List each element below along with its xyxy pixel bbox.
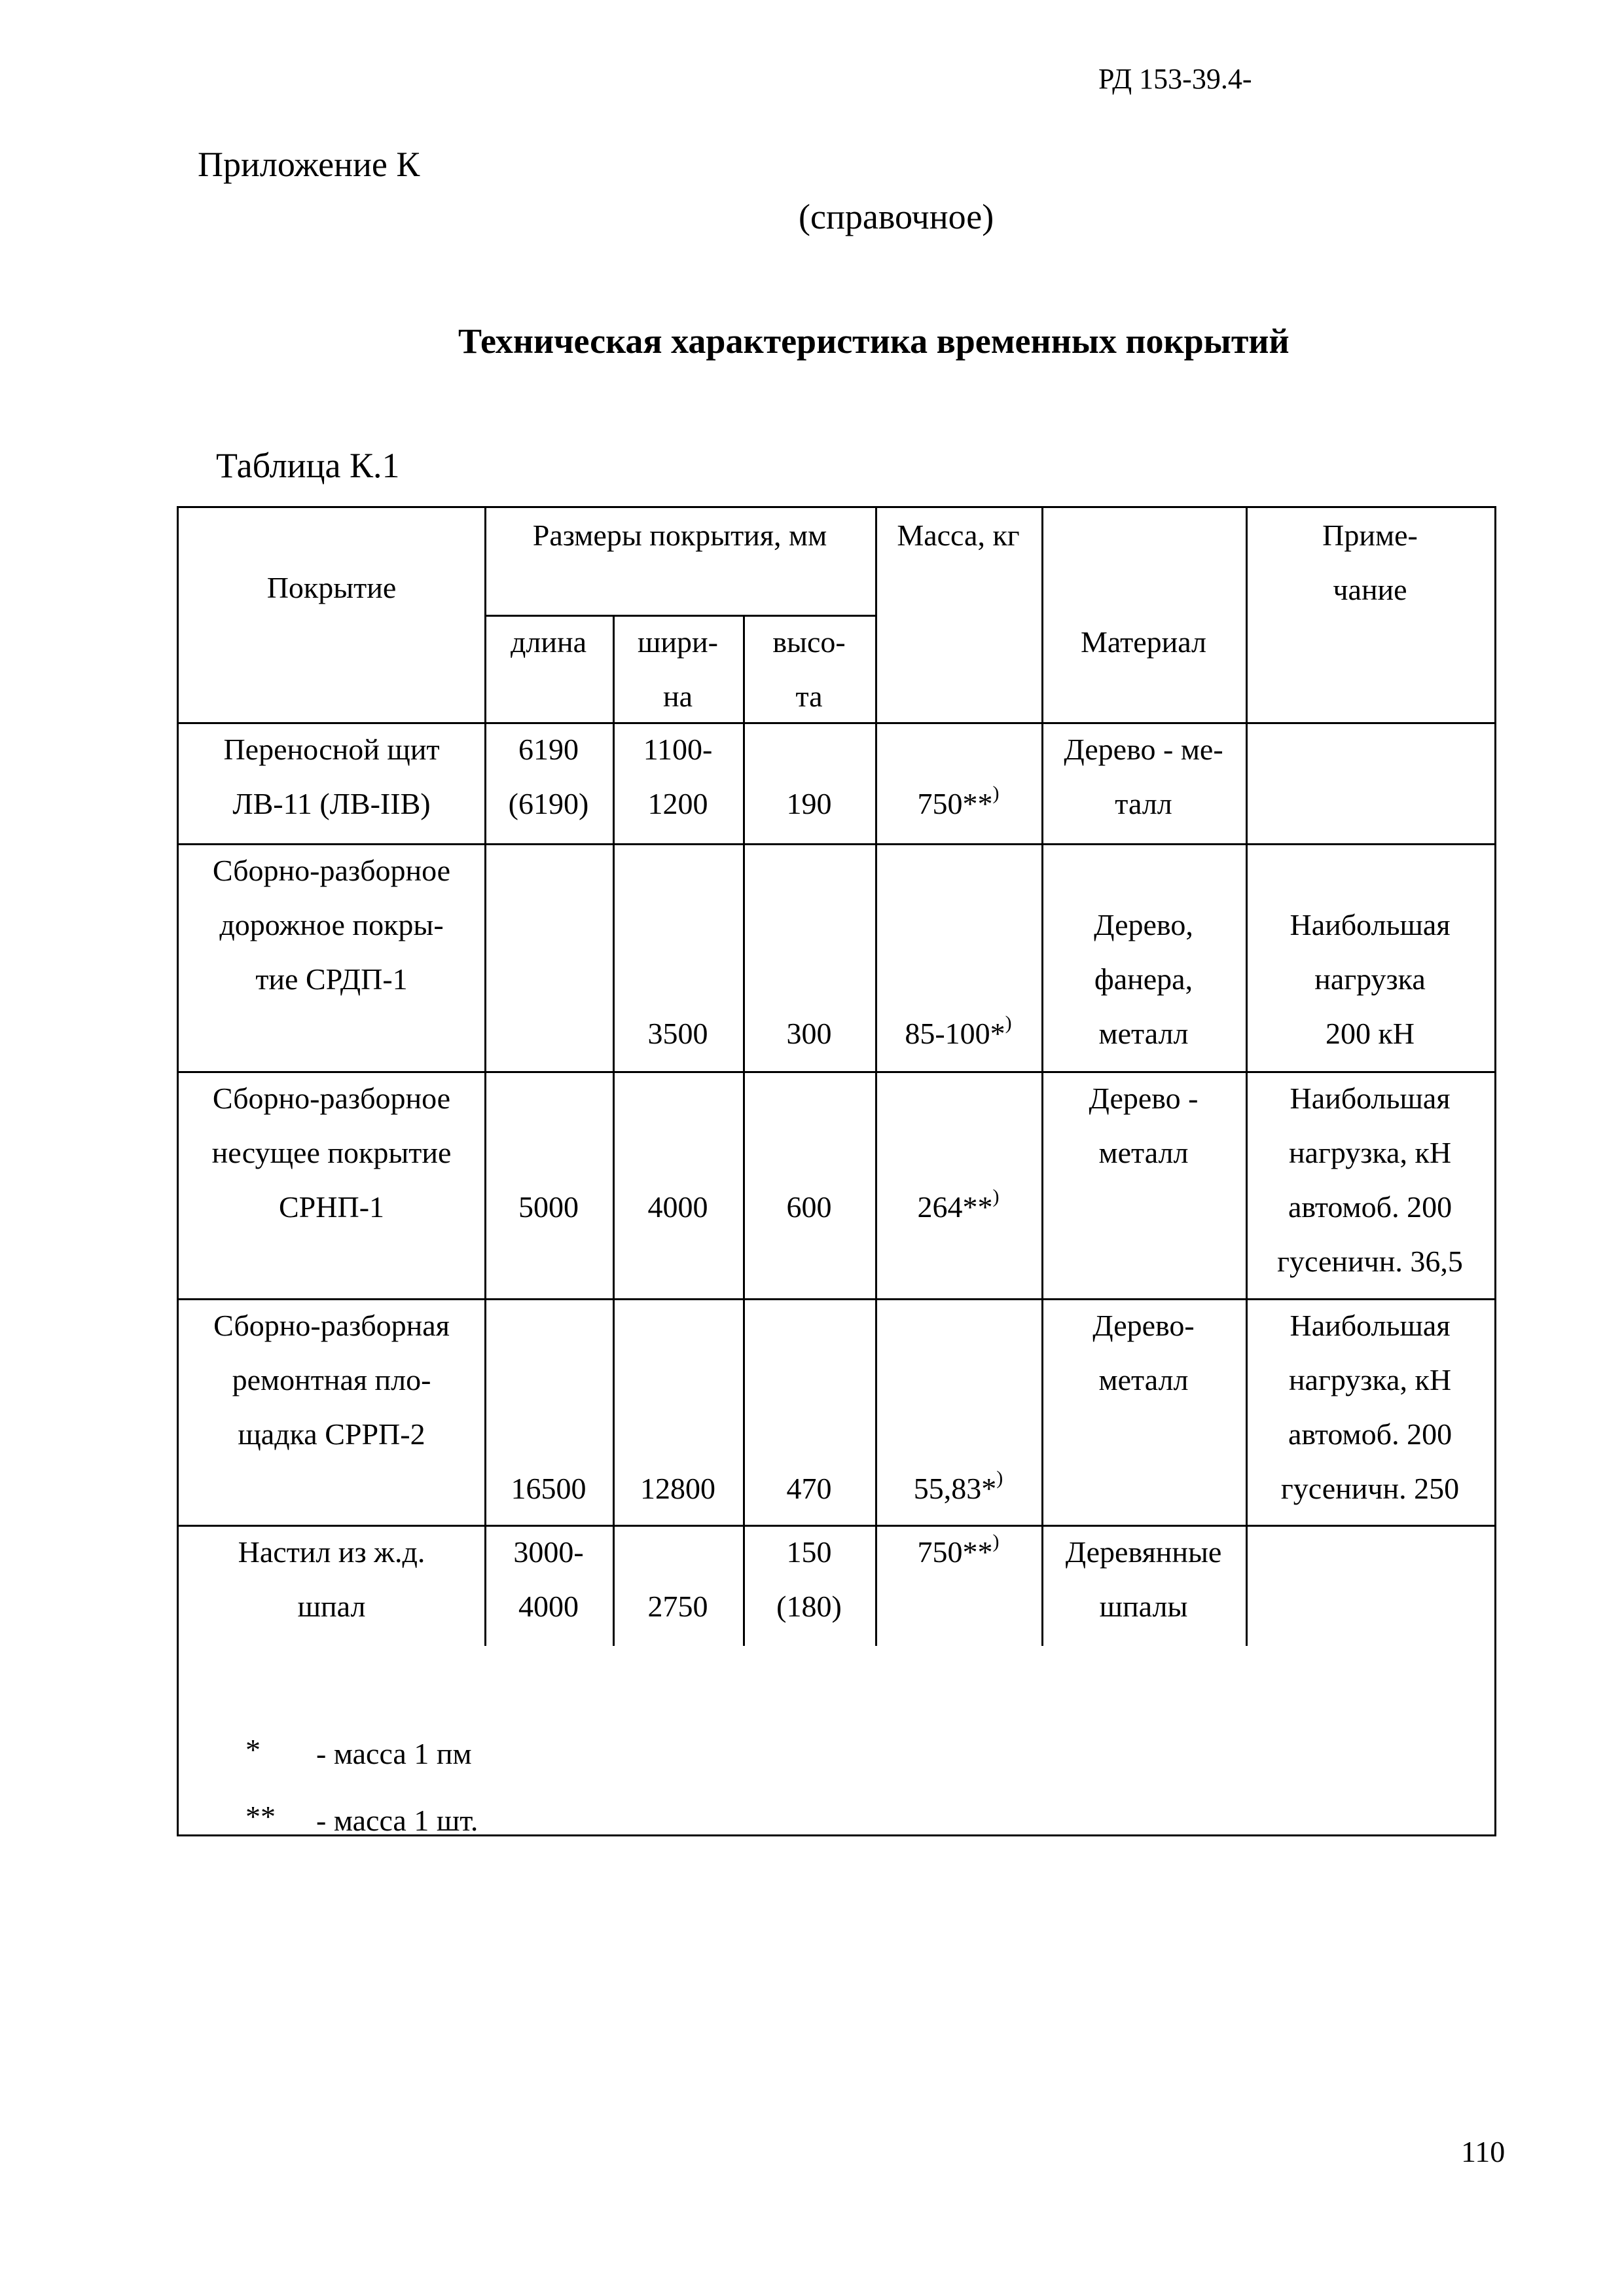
row3-height: 600 [786,1190,832,1224]
row4-mass-sup: ) [996,1467,1003,1489]
row5-mass-sup: ) [992,1530,1000,1552]
footnote-mark: ** [245,1800,276,1833]
appendix-label: Приложение К [198,145,420,184]
row2-mass-sup: ) [1005,1011,1012,1034]
page-title: Техническая характеристика временных покрытий [458,321,1290,361]
document-code: РД 153-39.4- [1098,63,1252,95]
row3-note: Наибольшая нагрузка, кН автомоб. 200 гусеничн. 36,5 [1277,1082,1463,1278]
row5-width: 2750 [647,1590,708,1623]
row2-material: Дерево, фанера, металл [1094,908,1193,1050]
row5-coating: Настил из ж.д. шпал [238,1535,425,1623]
row4-mass [875,1461,1041,1516]
row1-mass [875,776,1041,831]
header-coating: Покрытие [266,571,397,604]
row2-width: 3500 [647,1017,708,1050]
row3-coating: Сборно-разборное несущее покрытие СРНП-1 [211,1082,452,1224]
row1-width: 1100- 1200 [643,733,713,820]
row3-length: 5000 [518,1190,579,1224]
row2-mass-value: 85-100* [905,1017,1005,1050]
row1-coating: Переносной щит ЛВ-11 (ЛВ-IIВ) [223,733,440,820]
row3-mass-value: 264** [917,1190,993,1224]
row5-length: 3000- 4000 [513,1535,584,1623]
row4-note: Наибольшая нагрузка, кН автомоб. 200 гусеничн. 250 [1280,1309,1460,1505]
row2-coating: Сборно-разборное дорожное покры- тие СРДП-1 [212,854,451,996]
row3-mass-sup: ) [992,1185,1000,1207]
header-dimensions: Размеры покрытия, мм [532,519,827,552]
row5-height: 150 (180) [776,1535,842,1623]
row1-height: 190 [786,787,832,820]
row4-length: 16500 [511,1472,586,1505]
row4-width: 12800 [640,1472,715,1505]
header-material: Материал [1080,625,1207,659]
page-number: 110 [1461,2135,1506,2168]
row2-mass [875,1006,1041,1061]
footnote-mark: * [245,1733,261,1766]
footnote-text: - масса 1 шт. [316,1804,478,1837]
header-height: высо- та [772,625,846,713]
appendix-type: (справочное) [799,197,994,236]
row3-width: 4000 [647,1190,708,1224]
row4-height: 470 [786,1472,832,1505]
row5-material: Деревянные шпалы [1065,1535,1222,1623]
row1-material: Дерево - ме- талл [1064,733,1223,820]
data-table [177,506,1496,1836]
row2-note: Наибольшая нагрузка 200 кН [1290,908,1451,1050]
row1-length: 6190 (6190) [508,733,589,820]
row4-mass-value: 55,83* [913,1472,997,1505]
row3-mass [875,1180,1041,1234]
header-note: Приме- чание [1322,519,1418,606]
row4-coating: Сборно-разборная ремонтная пло- щадка СРРП-2 [213,1309,450,1451]
footnote-text: - масса 1 пм [316,1737,472,1770]
header-width: шири- на [638,625,718,713]
header-length: длина [510,625,586,659]
row5-mass [875,1525,1041,1579]
row2-height: 300 [786,1017,832,1050]
row1-mass-sup: ) [992,782,1000,804]
row4-material: Дерево- металл [1092,1309,1195,1396]
table-caption: Таблица К.1 [216,446,400,485]
header-mass: Масса, кг [897,519,1020,552]
row3-material: Дерево - металл [1089,1082,1199,1169]
row5-mass-value: 750** [917,1535,993,1569]
row1-mass-value: 750** [917,787,993,820]
